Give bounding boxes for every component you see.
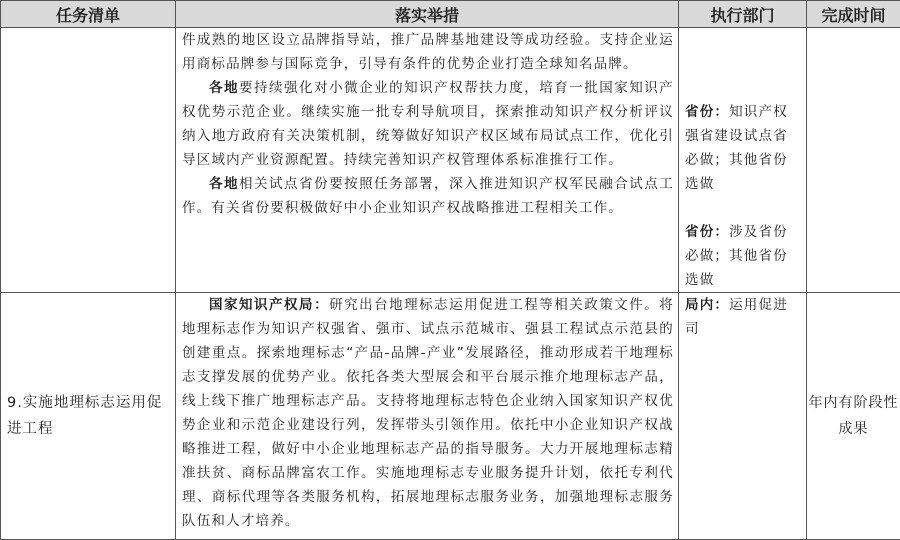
header-deadline: 完成时间 xyxy=(807,1,900,28)
table-row xyxy=(1,293,900,540)
table-row xyxy=(1,28,900,293)
department-lead: 省份： xyxy=(685,224,729,240)
header-task: 任务清单 xyxy=(1,1,176,28)
measure-lead: 各地 xyxy=(209,80,239,96)
department-entry xyxy=(679,220,806,292)
measure-paragraph xyxy=(182,76,674,172)
department-lead: 省份： xyxy=(685,104,729,120)
deadline-cell: 年内有阶段性成果 xyxy=(807,293,900,540)
measure-paragraph xyxy=(182,293,674,533)
measures-cell xyxy=(176,293,679,540)
measures-cell xyxy=(176,28,679,293)
deadline-cell xyxy=(807,28,900,293)
header-measures: 落实举措 xyxy=(176,1,679,28)
measure-text: 相关试点省份要按照任务部署，深入推进知识产权军民融合试点工作。有关省份要积极做好中小企业知识产权战略推进工程相关工作。 xyxy=(182,176,674,216)
measure-lead: 各地 xyxy=(209,176,239,192)
department-cell xyxy=(679,28,807,293)
measure-text: 要持续强化对小微企业的知识产权帮扶力度，培育一批国家知识产权优势示范企业。继续实施一批专利导航项目，探索推动知识产权分析评议纳入地方政府有关决策机制，统筹做好知识产权区域布局试点工作，优化引导区域内产业资源配置。持续完善知识产权管理体系标准推行工作。 xyxy=(182,80,674,168)
department-text: 涉及省份必做；其他省份选做 xyxy=(685,224,788,288)
department-lead: 局内： xyxy=(685,297,729,313)
department-text: 运用促进司 xyxy=(685,297,788,337)
header-row xyxy=(1,1,900,28)
department-text: 知识产权强省建设试点省必做；其他省份选做 xyxy=(685,104,788,192)
department-entry xyxy=(679,293,806,341)
measure-paragraph: 件成熟的地区设立品牌指导站，推广品牌基地建设等成功经验。支持企业运用商标品牌参与国际竞争，引导有条件的优势企业打造全球知名品牌。 xyxy=(182,28,674,76)
department-cell xyxy=(679,293,807,540)
task-cell: 9.实施地理标志运用促进工程 xyxy=(1,293,176,540)
department-entry xyxy=(679,100,806,196)
measure-lead: 国家知识产权局： xyxy=(209,297,329,313)
measure-paragraph xyxy=(182,172,674,220)
measure-text: 研究出台地理标志运用促进工程等相关政策文件。将地理标志作为知识产权强省、强市、试点示范城市、强县工程试点示范县的创建重点。探索地理标志“产品-品牌-产业”发展路径，推动形成若干地理标志支撑发展的优势产业。依托各类大型展会和平台展示推介地理标志产品，线上线下推广地理标志产品。支持将地理标志特色企业纳入国家知识产权优势企业和示范企业建设行列，发挥带头引领作用。依托中小企业知识产权战略推进工程，做好中小企业地理标志产品的指导服务。大力开展地理标志精准扶贫、商标品牌富农工作。实施地理标志专业服务提升计划，依托专利代理、商标代理等各类服务机构，拓展地理标志服务业务，加强地理标志服务队伍和人才培养。 xyxy=(182,297,674,529)
header-department: 执行部门 xyxy=(679,1,807,28)
task-cell xyxy=(1,28,176,293)
